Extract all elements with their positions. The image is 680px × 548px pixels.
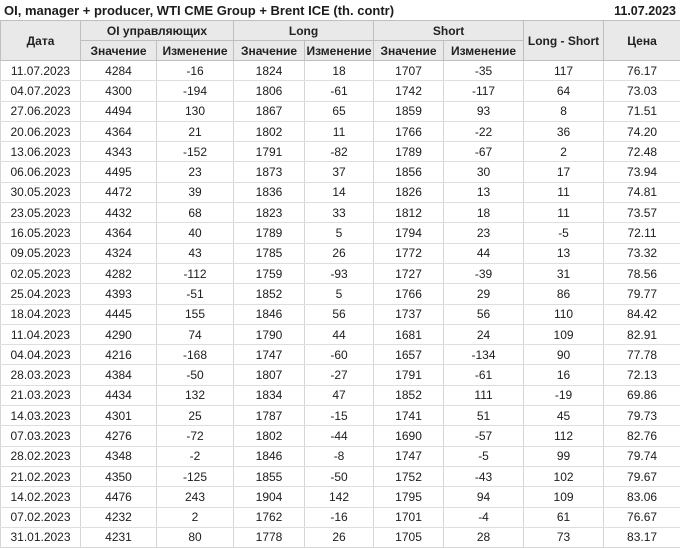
short-value-cell: 1727 [374, 263, 444, 283]
long-short-cell: 99 [524, 446, 604, 466]
price-cell: 82.76 [604, 426, 680, 446]
long-change-cell: 44 [305, 324, 374, 344]
long-short-cell: 2 [524, 142, 604, 162]
long-change-cell: -60 [305, 345, 374, 365]
short-value-cell: 1794 [374, 223, 444, 243]
oi-change-cell: 43 [157, 243, 234, 263]
date-cell: 16.05.2023 [1, 223, 81, 243]
short-change-cell: -22 [444, 121, 524, 141]
long-short-cell: 11 [524, 182, 604, 202]
price-cell: 82.91 [604, 324, 680, 344]
date-cell: 21.03.2023 [1, 385, 81, 405]
oi-value-cell: 4364 [81, 121, 157, 141]
long-change-cell: -16 [305, 507, 374, 527]
date-cell: 06.06.2023 [1, 162, 81, 182]
subheader-oi-value: Значение [81, 41, 157, 61]
table-row [1, 345, 680, 365]
price-cell: 73.94 [604, 162, 680, 182]
short-change-cell: -5 [444, 446, 524, 466]
table-row [1, 487, 680, 507]
price-cell: 76.67 [604, 507, 680, 527]
long-change-cell: 142 [305, 487, 374, 507]
short-change-cell: 18 [444, 203, 524, 223]
long-short-cell: 110 [524, 304, 604, 324]
date-cell: 31.01.2023 [1, 527, 81, 547]
short-change-cell: 111 [444, 385, 524, 405]
oi-change-cell: -51 [157, 284, 234, 304]
short-value-cell: 1859 [374, 101, 444, 121]
oi-value-cell: 4434 [81, 385, 157, 405]
table-row [1, 426, 680, 446]
oi-change-cell: 23 [157, 162, 234, 182]
long-short-cell: -5 [524, 223, 604, 243]
long-short-cell: 61 [524, 507, 604, 527]
oi-value-cell: 4301 [81, 406, 157, 426]
oi-value-cell: 4432 [81, 203, 157, 223]
long-short-cell: 102 [524, 466, 604, 486]
column-header-price: Цена [604, 21, 680, 61]
long-change-cell: 37 [305, 162, 374, 182]
date-cell: 04.04.2023 [1, 345, 81, 365]
column-group-oi-managers: OI управляющих [81, 21, 234, 41]
short-change-cell: 29 [444, 284, 524, 304]
short-change-cell: 23 [444, 223, 524, 243]
long-value-cell: 1836 [234, 182, 305, 202]
table-row [1, 142, 680, 162]
short-value-cell: 1789 [374, 142, 444, 162]
long-value-cell: 1807 [234, 365, 305, 385]
long-value-cell: 1824 [234, 61, 305, 81]
long-value-cell: 1873 [234, 162, 305, 182]
oi-value-cell: 4393 [81, 284, 157, 304]
report-titlebar [0, 0, 680, 20]
oi-change-cell: 40 [157, 223, 234, 243]
price-cell: 77.78 [604, 345, 680, 365]
long-short-cell: 117 [524, 61, 604, 81]
table-row [1, 182, 680, 202]
table-row [1, 466, 680, 486]
price-cell: 73.57 [604, 203, 680, 223]
long-value-cell: 1759 [234, 263, 305, 283]
price-cell: 74.20 [604, 121, 680, 141]
short-value-cell: 1737 [374, 304, 444, 324]
long-value-cell: 1789 [234, 223, 305, 243]
table-row [1, 243, 680, 263]
table-row [1, 385, 680, 405]
column-group-long: Long [234, 21, 374, 41]
date-cell: 11.04.2023 [1, 324, 81, 344]
long-change-cell: 65 [305, 101, 374, 121]
price-cell: 83.06 [604, 487, 680, 507]
price-cell: 72.11 [604, 223, 680, 243]
oi-value-cell: 4472 [81, 182, 157, 202]
oi-change-cell: 155 [157, 304, 234, 324]
long-value-cell: 1778 [234, 527, 305, 547]
oi-value-cell: 4364 [81, 223, 157, 243]
price-cell: 69.86 [604, 385, 680, 405]
long-value-cell: 1846 [234, 304, 305, 324]
oi-change-cell: -2 [157, 446, 234, 466]
long-short-cell: 16 [524, 365, 604, 385]
oi-change-cell: 68 [157, 203, 234, 223]
oi-value-cell: 4495 [81, 162, 157, 182]
long-short-cell: 17 [524, 162, 604, 182]
oi-value-cell: 4284 [81, 61, 157, 81]
report-date: 11.07.2023 [614, 3, 676, 18]
long-value-cell: 1834 [234, 385, 305, 405]
price-cell: 79.77 [604, 284, 680, 304]
date-cell: 21.02.2023 [1, 466, 81, 486]
long-short-cell: 36 [524, 121, 604, 141]
column-header-date: Дата [1, 21, 81, 61]
short-value-cell: 1690 [374, 426, 444, 446]
short-change-cell: 51 [444, 406, 524, 426]
oi-change-cell: 39 [157, 182, 234, 202]
short-change-cell: -35 [444, 61, 524, 81]
long-change-cell: 5 [305, 284, 374, 304]
long-value-cell: 1785 [234, 243, 305, 263]
long-change-cell: -44 [305, 426, 374, 446]
column-header-long-short: Long - Short [524, 21, 604, 61]
short-change-cell: -61 [444, 365, 524, 385]
oi-change-cell: 243 [157, 487, 234, 507]
short-value-cell: 1826 [374, 182, 444, 202]
oi-change-cell: 132 [157, 385, 234, 405]
table-header [1, 21, 680, 61]
long-value-cell: 1846 [234, 446, 305, 466]
short-value-cell: 1852 [374, 385, 444, 405]
date-cell: 28.03.2023 [1, 365, 81, 385]
long-change-cell: 33 [305, 203, 374, 223]
table-row [1, 162, 680, 182]
table-body [1, 61, 680, 548]
long-value-cell: 1787 [234, 406, 305, 426]
long-value-cell: 1802 [234, 121, 305, 141]
table-row [1, 263, 680, 283]
short-value-cell: 1741 [374, 406, 444, 426]
oi-value-cell: 4290 [81, 324, 157, 344]
short-change-cell: -57 [444, 426, 524, 446]
oi-value-cell: 4232 [81, 507, 157, 527]
price-cell: 84.42 [604, 304, 680, 324]
price-cell: 83.17 [604, 527, 680, 547]
short-change-cell: 24 [444, 324, 524, 344]
long-short-cell: 64 [524, 81, 604, 101]
short-change-cell: 28 [444, 527, 524, 547]
price-cell: 72.48 [604, 142, 680, 162]
date-cell: 27.06.2023 [1, 101, 81, 121]
date-cell: 14.03.2023 [1, 406, 81, 426]
date-cell: 13.06.2023 [1, 142, 81, 162]
short-change-cell: 30 [444, 162, 524, 182]
long-value-cell: 1762 [234, 507, 305, 527]
date-cell: 18.04.2023 [1, 304, 81, 324]
oi-change-cell: 74 [157, 324, 234, 344]
long-short-cell: 31 [524, 263, 604, 283]
long-short-cell: 8 [524, 101, 604, 121]
long-short-cell: 13 [524, 243, 604, 263]
date-cell: 07.03.2023 [1, 426, 81, 446]
long-change-cell: -61 [305, 81, 374, 101]
long-change-cell: -27 [305, 365, 374, 385]
date-cell: 09.05.2023 [1, 243, 81, 263]
long-change-cell: -82 [305, 142, 374, 162]
oi-value-cell: 4300 [81, 81, 157, 101]
page-title: OI, manager + producer, WTI CME Group + Brent ICE (th. contr) [4, 3, 395, 18]
long-change-cell: 26 [305, 243, 374, 263]
date-cell: 25.04.2023 [1, 284, 81, 304]
price-cell: 76.17 [604, 61, 680, 81]
date-cell: 02.05.2023 [1, 263, 81, 283]
short-change-cell: 94 [444, 487, 524, 507]
long-short-cell: 45 [524, 406, 604, 426]
oi-value-cell: 4324 [81, 243, 157, 263]
table-row [1, 61, 680, 81]
date-cell: 04.07.2023 [1, 81, 81, 101]
long-change-cell: -50 [305, 466, 374, 486]
oi-change-cell: 2 [157, 507, 234, 527]
short-change-cell: 44 [444, 243, 524, 263]
long-change-cell: -15 [305, 406, 374, 426]
short-value-cell: 1812 [374, 203, 444, 223]
price-cell: 79.73 [604, 406, 680, 426]
oi-change-cell: -168 [157, 345, 234, 365]
subheader-short-change: Изменение [444, 41, 524, 61]
short-value-cell: 1772 [374, 243, 444, 263]
oi-change-cell: -72 [157, 426, 234, 446]
long-change-cell: 26 [305, 527, 374, 547]
long-short-cell: -19 [524, 385, 604, 405]
long-value-cell: 1802 [234, 426, 305, 446]
long-value-cell: 1806 [234, 81, 305, 101]
table-row [1, 81, 680, 101]
long-value-cell: 1852 [234, 284, 305, 304]
subheader-long-change: Изменение [305, 41, 374, 61]
oi-value-cell: 4350 [81, 466, 157, 486]
oi-change-cell: -112 [157, 263, 234, 283]
table-row [1, 284, 680, 304]
short-value-cell: 1791 [374, 365, 444, 385]
table-row [1, 507, 680, 527]
oi-value-cell: 4494 [81, 101, 157, 121]
oi-change-cell: 21 [157, 121, 234, 141]
table-row [1, 101, 680, 121]
short-value-cell: 1795 [374, 487, 444, 507]
short-change-cell: 13 [444, 182, 524, 202]
short-change-cell: -43 [444, 466, 524, 486]
long-change-cell: 14 [305, 182, 374, 202]
oi-change-cell: -194 [157, 81, 234, 101]
long-value-cell: 1791 [234, 142, 305, 162]
table-row [1, 406, 680, 426]
price-cell: 73.03 [604, 81, 680, 101]
long-change-cell: 11 [305, 121, 374, 141]
table-row [1, 365, 680, 385]
short-value-cell: 1657 [374, 345, 444, 365]
oi-change-cell: 80 [157, 527, 234, 547]
short-value-cell: 1752 [374, 466, 444, 486]
oi-value-cell: 4348 [81, 446, 157, 466]
long-value-cell: 1790 [234, 324, 305, 344]
oi-change-cell: 25 [157, 406, 234, 426]
date-cell: 11.07.2023 [1, 61, 81, 81]
long-short-cell: 11 [524, 203, 604, 223]
long-short-cell: 109 [524, 324, 604, 344]
price-cell: 71.51 [604, 101, 680, 121]
short-value-cell: 1742 [374, 81, 444, 101]
long-short-cell: 86 [524, 284, 604, 304]
long-value-cell: 1747 [234, 345, 305, 365]
short-change-cell: 93 [444, 101, 524, 121]
short-value-cell: 1747 [374, 446, 444, 466]
subheader-oi-change: Изменение [157, 41, 234, 61]
oi-value-cell: 4216 [81, 345, 157, 365]
date-cell: 30.05.2023 [1, 182, 81, 202]
table-row [1, 223, 680, 243]
short-change-cell: -67 [444, 142, 524, 162]
long-change-cell: 18 [305, 61, 374, 81]
column-group-short: Short [374, 21, 524, 41]
short-value-cell: 1707 [374, 61, 444, 81]
table-row [1, 324, 680, 344]
table-row [1, 203, 680, 223]
price-cell: 72.13 [604, 365, 680, 385]
long-short-cell: 112 [524, 426, 604, 446]
oi-value-cell: 4343 [81, 142, 157, 162]
short-value-cell: 1766 [374, 121, 444, 141]
short-change-cell: 56 [444, 304, 524, 324]
price-cell: 73.32 [604, 243, 680, 263]
long-short-cell: 90 [524, 345, 604, 365]
short-change-cell: -117 [444, 81, 524, 101]
oi-change-cell: -152 [157, 142, 234, 162]
oi-change-cell: 130 [157, 101, 234, 121]
long-change-cell: 47 [305, 385, 374, 405]
oi-value-cell: 4384 [81, 365, 157, 385]
long-change-cell: -8 [305, 446, 374, 466]
oi-data-table [0, 20, 680, 548]
price-cell: 79.67 [604, 466, 680, 486]
table-row [1, 121, 680, 141]
date-cell: 14.02.2023 [1, 487, 81, 507]
oi-value-cell: 4231 [81, 527, 157, 547]
oi-change-cell: -16 [157, 61, 234, 81]
long-short-cell: 109 [524, 487, 604, 507]
oi-value-cell: 4282 [81, 263, 157, 283]
short-value-cell: 1766 [374, 284, 444, 304]
long-short-cell: 73 [524, 527, 604, 547]
long-value-cell: 1904 [234, 487, 305, 507]
oi-change-cell: -125 [157, 466, 234, 486]
long-change-cell: -93 [305, 263, 374, 283]
oi-change-cell: -50 [157, 365, 234, 385]
date-cell: 28.02.2023 [1, 446, 81, 466]
long-value-cell: 1867 [234, 101, 305, 121]
long-change-cell: 5 [305, 223, 374, 243]
short-value-cell: 1856 [374, 162, 444, 182]
oi-value-cell: 4276 [81, 426, 157, 446]
oi-value-cell: 4445 [81, 304, 157, 324]
long-value-cell: 1823 [234, 203, 305, 223]
short-change-cell: -134 [444, 345, 524, 365]
table-row [1, 527, 680, 547]
oi-value-cell: 4476 [81, 487, 157, 507]
short-value-cell: 1705 [374, 527, 444, 547]
table-row [1, 304, 680, 324]
short-change-cell: -39 [444, 263, 524, 283]
subheader-long-value: Значение [234, 41, 305, 61]
long-value-cell: 1855 [234, 466, 305, 486]
table-row [1, 446, 680, 466]
price-cell: 74.81 [604, 182, 680, 202]
short-value-cell: 1701 [374, 507, 444, 527]
short-value-cell: 1681 [374, 324, 444, 344]
price-cell: 79.74 [604, 446, 680, 466]
date-cell: 23.05.2023 [1, 203, 81, 223]
date-cell: 20.06.2023 [1, 121, 81, 141]
long-change-cell: 56 [305, 304, 374, 324]
date-cell: 07.02.2023 [1, 507, 81, 527]
price-cell: 78.56 [604, 263, 680, 283]
subheader-short-value: Значение [374, 41, 444, 61]
short-change-cell: -4 [444, 507, 524, 527]
